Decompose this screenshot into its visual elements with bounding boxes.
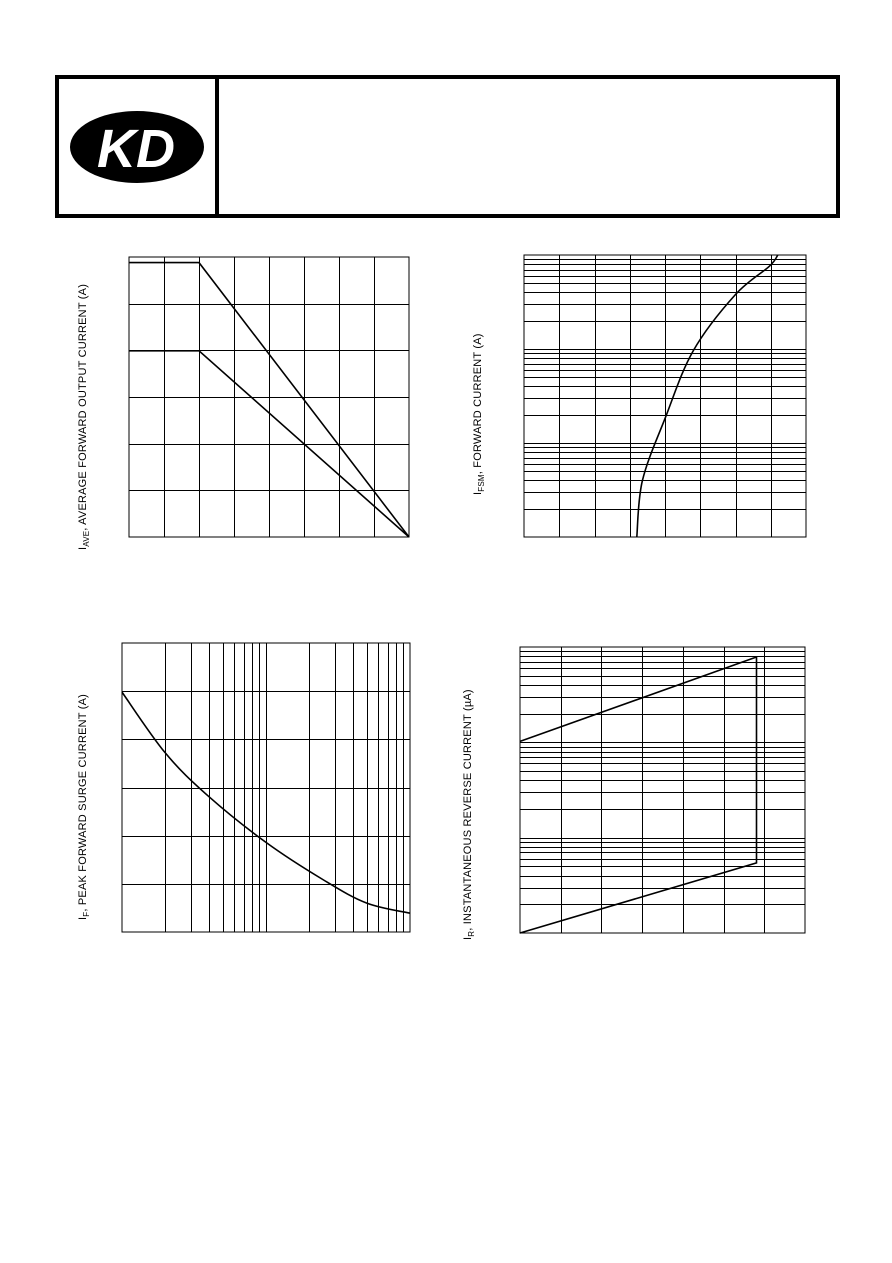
- logo-cell: [59, 79, 219, 214]
- chart3-ylabel: $I_F$, PEAK FORWARD SURGE CURRENT (A): [77, 693, 92, 920]
- chart2-plot: [465, 245, 815, 555]
- series-curve-1: [637, 255, 778, 537]
- chart1-plot: [70, 245, 420, 555]
- chart3-plot: [70, 635, 420, 945]
- chart-peak-surge-current: [70, 635, 420, 945]
- chart4-plot: [460, 635, 815, 945]
- chart-forward-current: [465, 245, 815, 555]
- kd-logo: [69, 109, 209, 189]
- logo-text: KD: [97, 119, 175, 179]
- series-line-1: [520, 657, 757, 741]
- chart2-ylabel: $I_{FSM}$, FORWARD CURRENT (A): [472, 333, 487, 495]
- header-box: [55, 75, 840, 218]
- chart-reverse-current: [460, 635, 815, 945]
- chart1-ylabel: $I_{AVE}$, AVERAGE FORWARD OUTPUT CURRENT (A): [77, 283, 92, 550]
- chart-average-forward-current: [70, 245, 420, 555]
- chart4-ylabel: $I_R$, INSTANTANEOUS REVERSE CURRENT (µA): [462, 689, 477, 940]
